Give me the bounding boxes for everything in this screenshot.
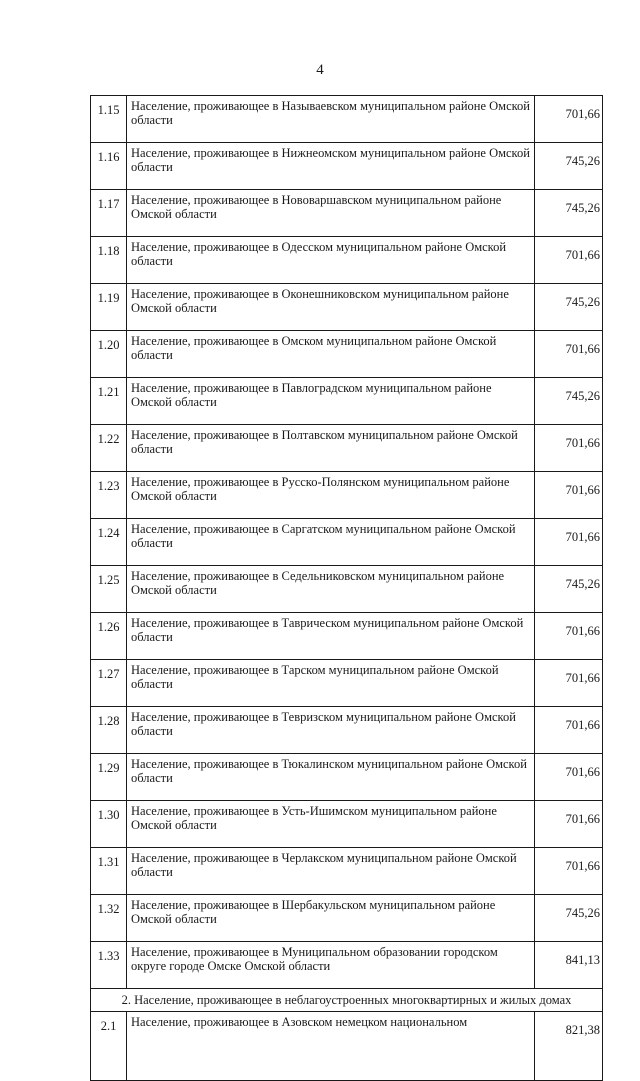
row-number: 1.21 [91, 378, 127, 425]
table-row [91, 519, 603, 566]
row-description: Население, проживающее в Тарском муниципальном районе Омской области [127, 660, 535, 707]
row-description: Население, проживающее в Шербакульском муниципальном районе Омской области [127, 895, 535, 942]
table-row [91, 660, 603, 707]
row-description: Население, проживающее в Одесском муниципальном районе Омской области [127, 237, 535, 284]
table-row [91, 848, 603, 895]
table-row [91, 613, 603, 660]
row-value: 701,66 [535, 801, 603, 848]
section-heading: 2. Население, проживающее в неблагоустроенных многоквартирных и жилых домах [91, 989, 603, 1012]
row-number: 1.27 [91, 660, 127, 707]
table-row [91, 143, 603, 190]
row-value: 701,66 [535, 707, 603, 754]
row-description: Население, проживающее в Черлакском муниципальном районе Омской области [127, 848, 535, 895]
row-number: 1.19 [91, 284, 127, 331]
row-description: Население, проживающее в Усть-Ишимском муниципальном районе Омской области [127, 801, 535, 848]
row-number: 2.1 [91, 1012, 127, 1081]
table-row [91, 1012, 603, 1081]
row-value: 701,66 [535, 754, 603, 801]
row-value: 745,26 [535, 895, 603, 942]
row-description: Население, проживающее в Саргатском муниципальном районе Омской области [127, 519, 535, 566]
row-number: 1.15 [91, 96, 127, 143]
row-value: 745,26 [535, 143, 603, 190]
row-number: 1.18 [91, 237, 127, 284]
table-row [91, 284, 603, 331]
table-row [91, 707, 603, 754]
row-value: 745,26 [535, 566, 603, 613]
row-value: 821,38 [535, 1012, 603, 1081]
table-row [91, 425, 603, 472]
row-number: 1.25 [91, 566, 127, 613]
row-number: 1.24 [91, 519, 127, 566]
row-number: 1.29 [91, 754, 127, 801]
row-number: 1.22 [91, 425, 127, 472]
page-number: 4 [316, 62, 324, 78]
table-row [91, 96, 603, 143]
table-row [91, 566, 603, 613]
row-description: Население, проживающее в Нововаршавском муниципальном районе Омской области [127, 190, 535, 237]
row-value: 745,26 [535, 284, 603, 331]
row-number: 1.28 [91, 707, 127, 754]
row-number: 1.33 [91, 942, 127, 989]
table-row [91, 378, 603, 425]
row-value: 701,66 [535, 425, 603, 472]
row-description: Население, проживающее в Павлоградском муниципальном районе Омской области [127, 378, 535, 425]
row-value: 701,66 [535, 660, 603, 707]
row-description: Население, проживающее в Омском муниципальном районе Омской области [127, 331, 535, 378]
row-description: Население, проживающее в Азовском немецком национальном [127, 1012, 535, 1081]
row-number: 1.17 [91, 190, 127, 237]
row-value: 701,66 [535, 519, 603, 566]
row-value: 701,66 [535, 237, 603, 284]
row-description: Население, проживающее в Называевском муниципальном районе Омской области [127, 96, 535, 143]
row-description: Население, проживающее в Нижнеомском муниципальном районе Омской области [127, 143, 535, 190]
table-row [91, 942, 603, 989]
row-description: Население, проживающее в Оконешниковском муниципальном районе Омской области [127, 284, 535, 331]
row-value: 841,13 [535, 942, 603, 989]
table-row [91, 895, 603, 942]
row-value: 701,66 [535, 848, 603, 895]
row-value: 701,66 [535, 613, 603, 660]
row-description: Население, проживающее в Русско-Полянском муниципальном районе Омской области [127, 472, 535, 519]
table-row [91, 801, 603, 848]
row-description: Население, проживающее в Тюкалинском муниципальном районе Омской области [127, 754, 535, 801]
row-description: Население, проживающее в Муниципальном образовании городском округе городе Омске Омской области [127, 942, 535, 989]
row-value: 701,66 [535, 331, 603, 378]
row-number: 1.16 [91, 143, 127, 190]
table-row [91, 331, 603, 378]
row-description: Население, проживающее в Тевризском муниципальном районе Омской области [127, 707, 535, 754]
row-number: 1.30 [91, 801, 127, 848]
row-number: 1.32 [91, 895, 127, 942]
section-heading-row [91, 989, 603, 1012]
table-row [91, 190, 603, 237]
row-number: 1.20 [91, 331, 127, 378]
table-row [91, 754, 603, 801]
row-number: 1.26 [91, 613, 127, 660]
table-row [91, 472, 603, 519]
table-body [91, 96, 603, 1081]
table-row [91, 237, 603, 284]
row-description: Население, проживающее в Седельниковском муниципальном районе Омской области [127, 566, 535, 613]
row-value: 745,26 [535, 190, 603, 237]
row-number: 1.23 [91, 472, 127, 519]
tariff-table [90, 95, 603, 1081]
row-value: 745,26 [535, 378, 603, 425]
row-description: Население, проживающее в Таврическом муниципальном районе Омской области [127, 613, 535, 660]
row-value: 701,66 [535, 96, 603, 143]
row-number: 1.31 [91, 848, 127, 895]
row-value: 701,66 [535, 472, 603, 519]
row-description: Население, проживающее в Полтавском муниципальном районе Омской области [127, 425, 535, 472]
